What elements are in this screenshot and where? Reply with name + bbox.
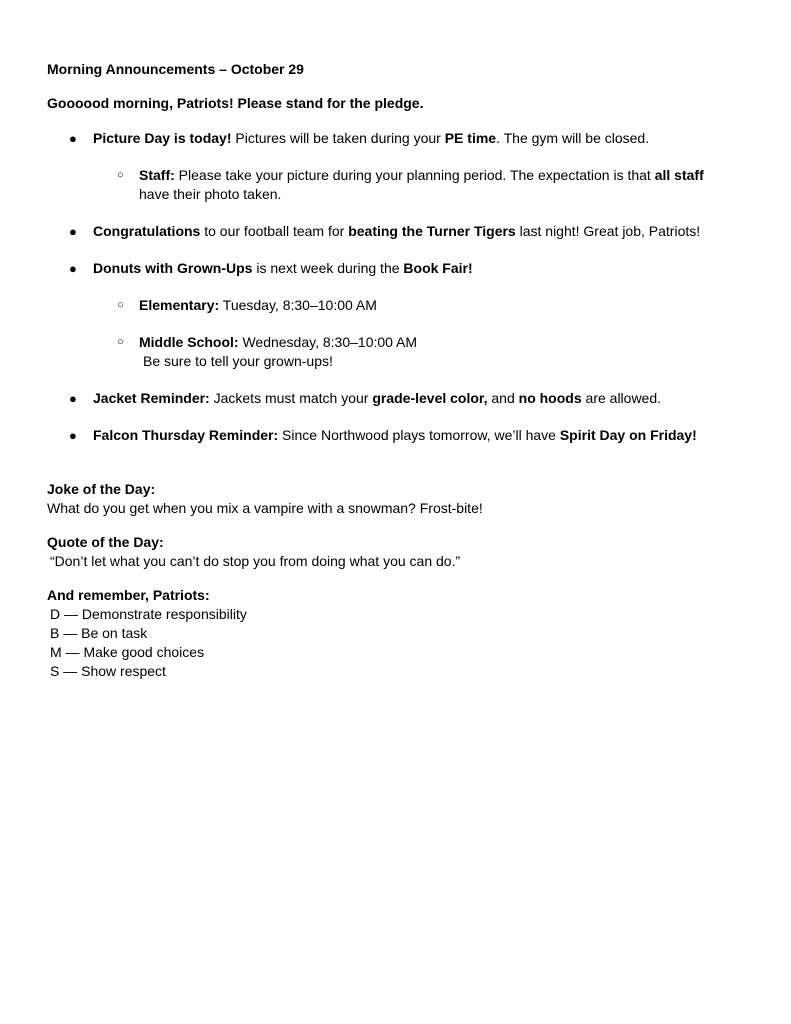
bullet-icon: ● bbox=[69, 131, 77, 146]
document-page bbox=[47, 60, 747, 681]
item-bold-text: Staff: bbox=[139, 167, 175, 183]
item-text: Wednesday, 8:30–10:00 AM bbox=[238, 334, 418, 350]
item-bold-text: Elementary: bbox=[139, 297, 220, 313]
item-text: are allowed. bbox=[581, 390, 662, 406]
sub-item-elementary bbox=[47, 296, 747, 315]
list-item-picture-day bbox=[47, 129, 747, 148]
bullet-icon: ● bbox=[69, 261, 77, 276]
item-text: is next week during the bbox=[252, 260, 404, 276]
acronym-line-b: B — Be on task bbox=[50, 625, 148, 641]
item-bold-text: all staff bbox=[654, 167, 704, 183]
joke-text: What do you get when you mix a vampire with a snowman? Frost-bite! bbox=[47, 500, 483, 516]
quote-heading: Quote of the Day: bbox=[47, 534, 164, 550]
acronym-line-d: D — Demonstrate responsibility bbox=[50, 606, 247, 622]
item-bold-text: Picture Day is today! bbox=[93, 130, 232, 146]
joke-section bbox=[47, 480, 747, 518]
item-bold-text: Middle School: bbox=[139, 334, 239, 350]
item-text: Please take your picture during your planning period. The expectation is that bbox=[174, 167, 655, 183]
item-bold-text: Jacket Reminder: bbox=[93, 390, 210, 406]
item-bold-text: no hoods bbox=[518, 390, 582, 406]
sub-item-staff bbox=[47, 166, 747, 204]
item-bold-text: Book Fair! bbox=[403, 260, 473, 276]
item-text: Since Northwood plays tomorrow, we’ll have bbox=[278, 427, 560, 443]
sub-bullet-icon: ○ bbox=[117, 169, 124, 181]
item-bold-text: Falcon Thursday Reminder: bbox=[93, 427, 279, 443]
item-bold-text: PE time bbox=[444, 130, 497, 146]
item-bold-text: Spirit Day on Friday! bbox=[559, 427, 697, 443]
item-bold-text: Donuts with Grown-Ups bbox=[93, 260, 253, 276]
item-bold-text: beating the Turner Tigers bbox=[348, 223, 516, 239]
joke-heading: Joke of the Day: bbox=[47, 481, 156, 497]
item-text: Jackets must match your bbox=[209, 390, 373, 406]
item-text: have their photo taken. bbox=[139, 186, 282, 202]
quote-section bbox=[47, 533, 747, 571]
bullet-icon: ● bbox=[69, 428, 77, 443]
item-bold-text: Congratulations bbox=[93, 223, 201, 239]
list-item-jacket-reminder bbox=[47, 389, 747, 408]
sub-bullet-icon: ○ bbox=[117, 336, 124, 348]
quote-text: “Don’t let what you can’t do stop you from doing what you can do.” bbox=[50, 553, 461, 569]
sub-item-middle-school bbox=[47, 333, 747, 371]
announcement-list bbox=[47, 129, 747, 445]
item-text: Be sure to tell your grown-ups! bbox=[143, 353, 333, 369]
document-title: Morning Announcements – October 29 bbox=[47, 61, 304, 77]
remember-heading: And remember, Patriots: bbox=[47, 587, 210, 603]
item-bold-text: grade-level color, bbox=[372, 390, 488, 406]
acronym-line-m: M — Make good choices bbox=[50, 644, 205, 660]
acronym-line-s: S — Show respect bbox=[50, 663, 166, 679]
item-text: and bbox=[487, 390, 519, 406]
bullet-icon: ● bbox=[69, 391, 77, 406]
item-text: last night! Great job, Patriots! bbox=[515, 223, 701, 239]
list-item-falcon-thursday bbox=[47, 426, 747, 445]
item-text: to our football team for bbox=[200, 223, 349, 239]
item-text: . The gym will be closed. bbox=[496, 130, 650, 146]
greeting-line: Goooood morning, Patriots! Please stand for the pledge. bbox=[47, 95, 424, 111]
list-item-donuts bbox=[47, 259, 747, 278]
item-text: Tuesday, 8:30–10:00 AM bbox=[219, 297, 377, 313]
remember-section bbox=[47, 586, 747, 681]
list-item-congratulations bbox=[47, 222, 747, 241]
sub-bullet-icon: ○ bbox=[117, 299, 124, 311]
bullet-icon: ● bbox=[69, 224, 77, 239]
item-text: Pictures will be taken during your bbox=[231, 130, 445, 146]
